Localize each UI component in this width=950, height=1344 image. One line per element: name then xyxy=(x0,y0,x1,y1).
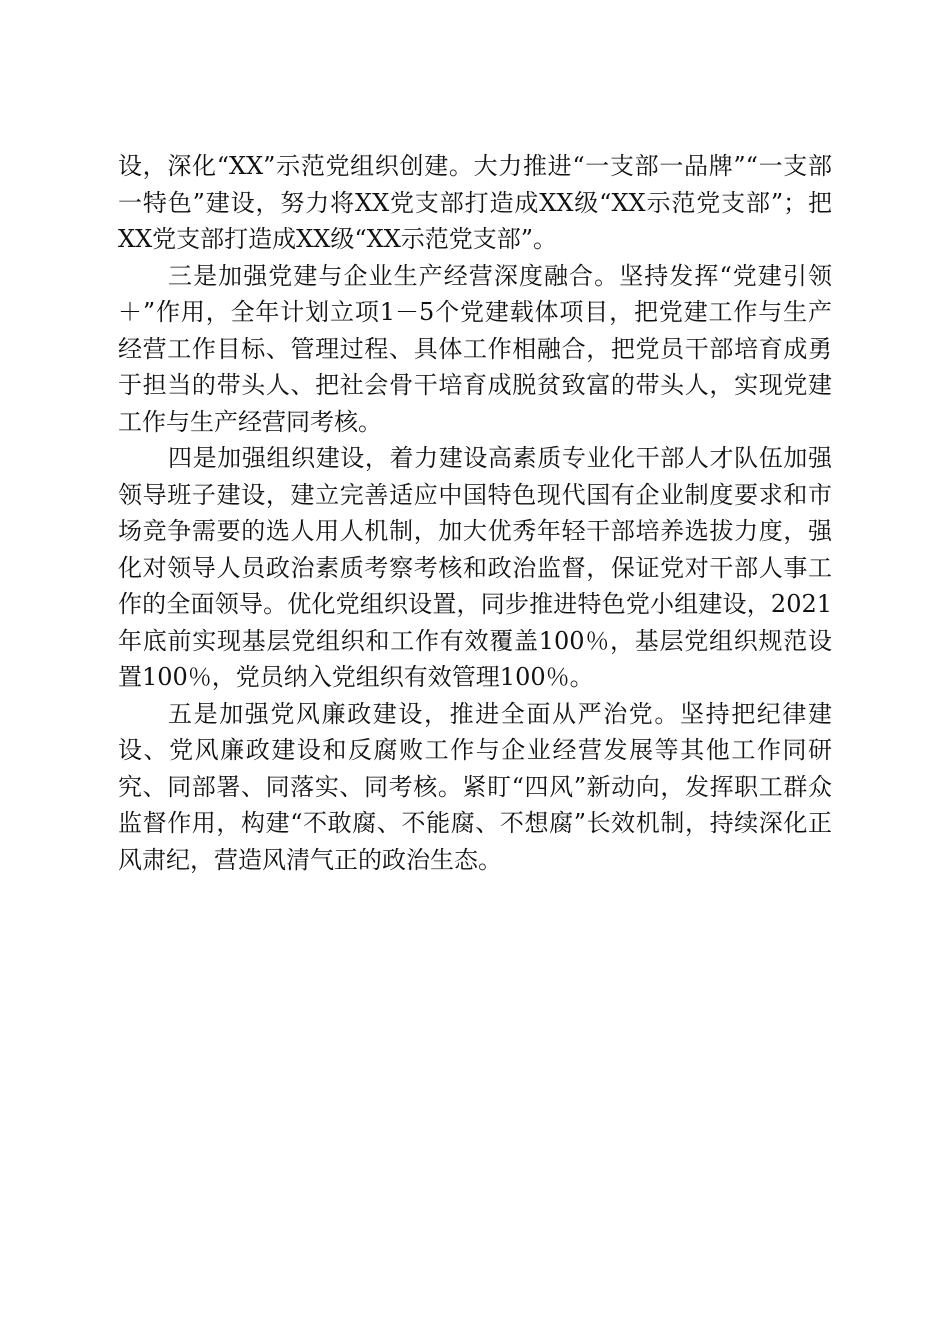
paragraph-continuation: 设，深化“XX”示范党组织创建。大力推进“一支部一品牌”“一支部一特色”建设，努力将XX党支部打造成XX级“XX示范党支部”；把XX党支部打造成XX级“XX示范党支部”。 xyxy=(118,152,832,253)
paragraph-item-four: 四是加强组织建设，着力建设高素质专业化干部人才队伍加强领导班子建设，建立完善适应中国特色现代国有企业制度要求和市场竞争需要的选人用人机制，加大优秀年轻干部培养选拔力度，强化对领导人员政治素质考察考核和政治监督，保证党对干部人事工作的全面领导。优化党组织设置，同步推进特色党小组建设，2021年底前实现基层党组织和工作有效覆盖100％，基层党组织规范设置100％，党员纳入党组织有效管理100％。 xyxy=(118,444,832,691)
document-body xyxy=(118,148,832,878)
paragraph-item-three: 三是加强党建与企业生产经营深度融合。坚持发挥“党建引领＋”作用，全年计划立项1－5个党建载体项目，把党建工作与生产经营工作目标、管理过程、具体工作相融合，把党员干部培育成勇于担当的带头人、把社会骨干培育成脱贫致富的带头人，实现党建工作与生产经营同考核。 xyxy=(118,261,832,436)
paragraph-item-five: 五是加强党风廉政建设，推进全面从严治党。坚持把纪律建设、党风廉政建设和反腐败工作与企业经营发展等其他工作同研究、同部署、同落实、同考核。紧盯“四风”新动向，发挥职工群众监督作用，构建“不敢腐、不能腐、不想腐”长效机制，持续深化正风肃纪，营造风清气正的政治生态。 xyxy=(118,699,832,874)
